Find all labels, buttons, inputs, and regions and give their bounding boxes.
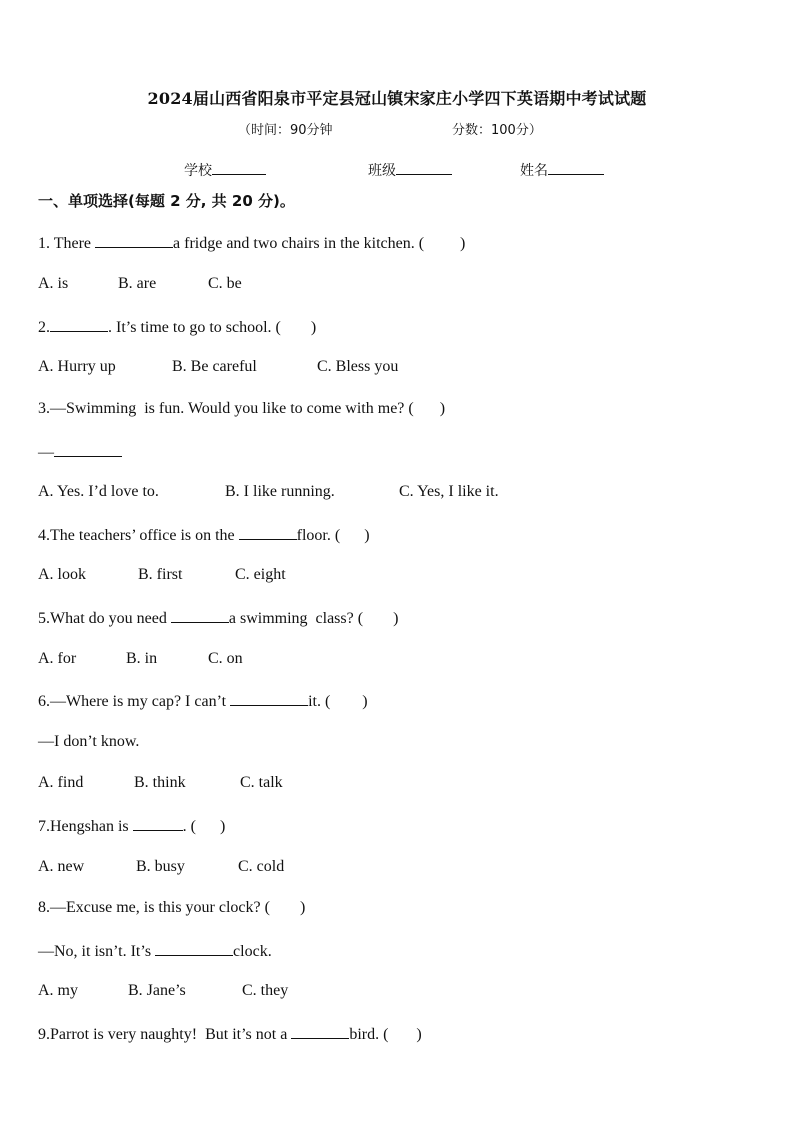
reply-6: —I don’t know. — [38, 733, 140, 750]
answer-paren: ) — [439, 400, 446, 417]
answer-blank[interactable] — [230, 691, 308, 706]
question-text: 9.Parrot is very naughty! But it’s not a — [38, 1026, 292, 1043]
question-text: . ( — [182, 818, 196, 835]
option[interactable]: C. Yes, I like it. — [399, 483, 499, 500]
question-text: a fridge and two chairs in the kitchen. ( — [173, 235, 425, 252]
question-text: floor. ( — [296, 527, 341, 544]
reply-dash: — — [38, 444, 54, 461]
reply-3 — [38, 442, 122, 462]
time-info: （时间：90分钟 — [238, 123, 333, 138]
answer-paren: ) — [362, 693, 368, 710]
question-text: 8.—Excuse me, is this your clock? ( — [38, 899, 270, 916]
answer-blank[interactable] — [95, 233, 173, 248]
options-1 — [38, 275, 242, 293]
option[interactable]: A. my — [38, 982, 78, 999]
answer-paren: ) — [393, 610, 399, 627]
option[interactable]: A. new — [38, 858, 85, 875]
question-4 — [38, 525, 370, 545]
option[interactable]: A. is — [38, 275, 69, 292]
question-text: 1. There — [38, 235, 96, 252]
reply-text: —No, it isn’t. It’s — [38, 943, 156, 960]
options-4 — [38, 566, 286, 584]
reply-8 — [38, 941, 272, 961]
answer-blank[interactable] — [50, 317, 108, 332]
option[interactable]: A. look — [38, 566, 86, 583]
question-7 — [38, 816, 225, 836]
answer-paren: ) — [299, 899, 306, 916]
question-text: a swimming class? ( — [228, 610, 364, 627]
answer-paren: ) — [219, 818, 226, 835]
options-6 — [38, 774, 283, 792]
question-text: bird. ( — [349, 1026, 389, 1043]
answer-blank[interactable] — [155, 941, 233, 956]
option[interactable]: C. on — [208, 650, 243, 667]
answer-blank[interactable] — [54, 442, 122, 457]
option[interactable]: B. first — [138, 566, 183, 583]
options-7 — [38, 858, 284, 876]
question-text: it. ( — [308, 693, 331, 710]
question-6 — [38, 691, 368, 711]
options-5 — [38, 650, 243, 668]
answer-blank[interactable] — [291, 1024, 349, 1039]
answer-paren: ) — [416, 1026, 422, 1043]
answer-blank[interactable] — [171, 608, 229, 623]
class-blank[interactable] — [396, 160, 452, 175]
answer-blank[interactable] — [239, 525, 297, 540]
option[interactable]: C. Bless you — [317, 358, 399, 375]
option[interactable]: A. for — [38, 650, 77, 667]
question-text: 4.The teachers’ office is on the — [38, 527, 239, 544]
option[interactable]: C. they — [242, 982, 289, 999]
option[interactable]: C. eight — [235, 566, 286, 583]
answer-paren: ) — [310, 319, 317, 336]
section-heading: 一、单项选择(每题 2 分, 共 20 分)。 — [38, 192, 295, 210]
reply-text: clock. — [233, 943, 272, 960]
question-3 — [38, 400, 445, 418]
option[interactable]: B. busy — [136, 858, 185, 875]
exam-title: 2024届山西省阳泉市平定县冠山镇宋家庄小学四下英语期中考试试题 — [147, 89, 647, 108]
question-2 — [38, 317, 316, 337]
question-5 — [38, 608, 398, 628]
option[interactable]: B. I like running. — [225, 483, 335, 500]
options-3 — [38, 483, 499, 501]
option[interactable]: B. in — [126, 650, 158, 667]
option[interactable]: C. be — [208, 275, 242, 292]
option[interactable]: A. Hurry up — [38, 358, 116, 375]
class-field — [368, 160, 452, 180]
option[interactable]: A. Yes. I’d love to. — [38, 483, 159, 500]
question-1 — [38, 233, 465, 253]
school-label: 学校 — [184, 163, 212, 179]
question-text: 3.—Swimming is fun. Would you like to come with me? ( — [38, 400, 414, 417]
question-text: 7.Hengshan is — [38, 818, 133, 835]
question-text: 5.What do you need — [38, 610, 171, 627]
options-2 — [38, 358, 398, 376]
option[interactable]: B. are — [118, 275, 157, 292]
option[interactable]: B. Jane’s — [128, 982, 186, 999]
score-info: 分数：100分） — [452, 123, 542, 138]
question-text: . It’s time to go to school. ( — [108, 319, 281, 336]
question-9 — [38, 1024, 422, 1044]
options-8 — [38, 982, 288, 1000]
class-label: 班级 — [368, 163, 396, 179]
option[interactable]: A. find — [38, 774, 84, 791]
answer-paren: ) — [364, 527, 370, 544]
option[interactable]: B. Be careful — [172, 358, 257, 375]
question-text: 2. — [38, 319, 50, 336]
name-field — [520, 160, 604, 180]
question-text: 6.—Where is my cap? I can’t — [38, 693, 231, 710]
question-8 — [38, 899, 305, 917]
answer-paren: ) — [460, 235, 466, 252]
school-field — [184, 160, 266, 180]
option[interactable]: B. think — [134, 774, 186, 791]
option[interactable]: C. cold — [238, 858, 285, 875]
name-label: 姓名 — [520, 163, 548, 179]
option[interactable]: C. talk — [240, 774, 283, 791]
answer-blank[interactable] — [133, 816, 183, 831]
name-blank[interactable] — [548, 160, 604, 175]
school-blank[interactable] — [212, 160, 266, 175]
